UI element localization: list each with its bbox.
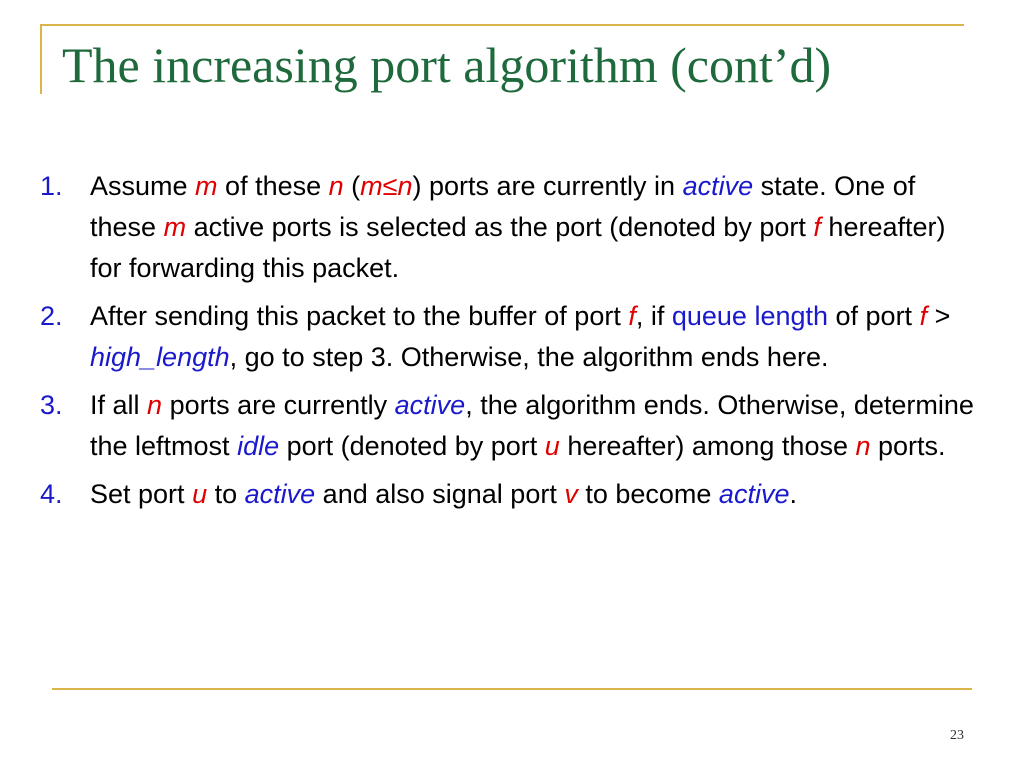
step-number: 3. <box>40 390 63 420</box>
step-number: 1. <box>40 171 63 201</box>
left-rule <box>40 24 42 94</box>
step-text-segment: active ports is selected as the port (denoted by port <box>186 212 814 242</box>
page-number: 23 <box>950 728 964 743</box>
step-text-segment: Set port <box>90 479 193 509</box>
highlighted-term: u <box>544 431 560 461</box>
highlighted-term: f <box>813 212 821 242</box>
step-text <box>90 296 980 378</box>
step-text-segment: hereafter) for forwarding this packet. <box>90 212 946 283</box>
step-text-segment: state. One of these <box>90 171 916 242</box>
highlighted-term: high_length <box>90 342 230 372</box>
highlighted-term: active <box>394 390 466 420</box>
highlighted-term: m <box>195 171 218 201</box>
highlighted-term: f <box>919 301 928 331</box>
step-text-segment: and also signal port <box>315 479 565 509</box>
slide-title: The increasing port algorithm (cont’d) <box>62 37 832 93</box>
step-text <box>90 166 980 289</box>
step-text-segment: If all <box>90 390 148 420</box>
step-text-segment: port (denoted by port <box>279 431 545 461</box>
highlighted-term: u <box>192 479 208 509</box>
step-text-segment: ports are currently <box>162 390 395 420</box>
highlighted-term: n <box>328 171 344 201</box>
algorithm-steps <box>40 166 980 522</box>
step-item <box>40 385 980 467</box>
step-text-segment: ) ports are currently in <box>412 171 683 201</box>
step-text-segment: , the algorithm ends. Otherwise, determine the leftmost <box>90 390 974 461</box>
step-text-segment: of these <box>217 171 329 201</box>
step-number: 2. <box>40 301 63 331</box>
highlighted-term: idle <box>237 431 280 461</box>
highlighted-term: f <box>628 301 636 331</box>
highlighted-term: n <box>147 390 163 420</box>
step-text-segment: to become <box>577 479 719 509</box>
highlighted-term: n <box>855 431 871 461</box>
bottom-rule <box>52 688 972 690</box>
step-text-segment: After sending this packet to the buffer of port <box>90 301 629 331</box>
step-number: 4. <box>40 479 63 509</box>
step-item <box>40 166 980 289</box>
step-item <box>40 296 980 378</box>
step-text-segment: to <box>207 479 245 509</box>
highlighted-term: active <box>682 171 754 201</box>
step-text <box>90 385 980 467</box>
highlighted-term: m <box>163 212 187 242</box>
step-text-segment: . <box>789 479 797 509</box>
highlighted-term: v <box>564 479 578 509</box>
step-text-segment: of port <box>828 301 920 331</box>
highlighted-term: active <box>718 479 790 509</box>
step-text-segment: Assume <box>90 171 196 201</box>
step-text-segment: ports. <box>870 431 946 461</box>
step-text-segment: > <box>927 301 951 331</box>
step-text <box>90 474 980 515</box>
highlighted-term: queue length <box>671 301 829 331</box>
step-text-segment: hereafter) among those <box>559 431 856 461</box>
step-text-segment: , go to step 3. Otherwise, the algorithm ends here. <box>229 342 829 372</box>
highlighted-term: m≤n <box>360 171 413 201</box>
step-text-segment: ( <box>343 171 361 201</box>
step-item <box>40 474 980 515</box>
top-rule <box>40 24 964 26</box>
step-text-segment: , if <box>635 301 672 331</box>
highlighted-term: active <box>244 479 316 509</box>
